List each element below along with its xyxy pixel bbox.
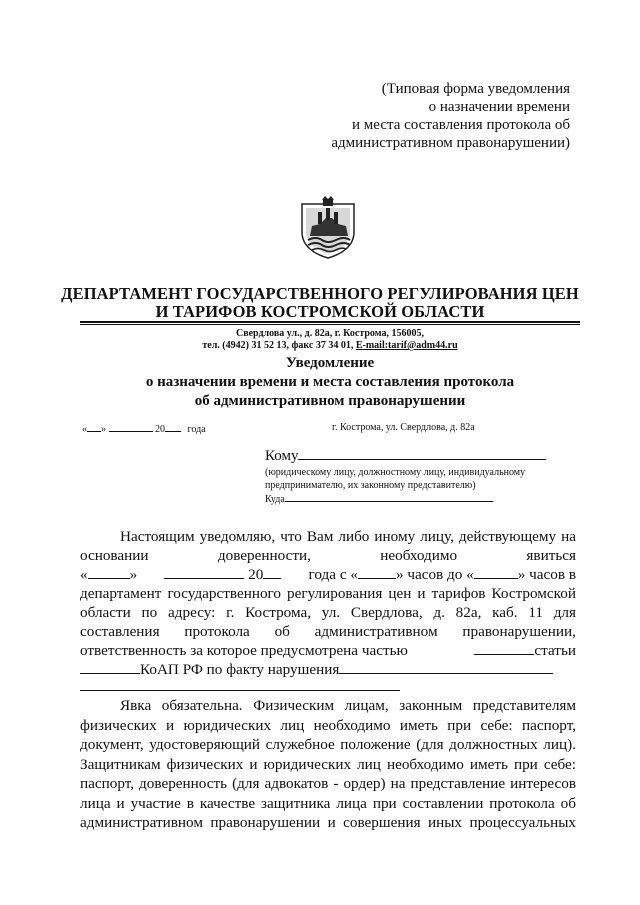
notice-title: Уведомление о назначении времени и места составления протокола об административном правонарушении bbox=[145, 355, 515, 409]
year-blank[interactable] bbox=[263, 565, 281, 579]
day-blank[interactable] bbox=[88, 565, 130, 579]
recipient-hint: (юридическому лицу, должностному лицу, индивидуальному предпринимателю, их законному представителю) bbox=[265, 467, 526, 491]
month-blank[interactable] bbox=[164, 565, 244, 579]
header-rule bbox=[80, 321, 580, 323]
recipient-address-field[interactable] bbox=[285, 492, 493, 502]
footer-note: Явка обязательна. Физическим лицам, законным представителям физических и юридических лиц необходимо иметь при себе: паспорт, документ, удостоверяющий служебное положение (для должностных лиц). Защитникам физических и юридических лиц необходимо иметь при себе: паспорт, доверенность (для адвокатов - ордер) на представление интересов лица и участие в качестве защитника лица при составлении протокола об административном правонарушении и совершения иных процессуальных bbox=[80, 697, 576, 831]
place-text: г. Кострома, ул. Свердлова, д. 82а bbox=[332, 422, 475, 433]
header-rule bbox=[80, 324, 580, 325]
form-note-line: (Типовая форма уведомления bbox=[381, 81, 570, 97]
department-phone: тел. (4942) 31 52 13, факс 37 34 01, bbox=[202, 340, 356, 351]
year-blank[interactable] bbox=[165, 422, 181, 432]
recipient-where: Куда bbox=[265, 492, 493, 505]
form-note bbox=[270, 80, 570, 152]
time-to-blank[interactable] bbox=[474, 565, 518, 579]
footnote-rule bbox=[80, 690, 400, 691]
form-note-line: и места составления протокола об bbox=[352, 117, 570, 133]
form-note-line: о назначении времени bbox=[428, 99, 570, 115]
department-title: ДЕПАРТАМЕНТ ГОСУДАРСТВЕННОГО РЕГУЛИРОВАНИЯ ЦЕН bbox=[61, 284, 579, 303]
article-number-field[interactable] bbox=[80, 660, 140, 674]
department-address: Свердлова ул., д. 82а, г. Кострома, 156005, тел. (4942) 31 52 13, факс 37 34 01, E-mail:tarif@adm44.ru bbox=[202, 328, 458, 351]
violation-field[interactable] bbox=[339, 660, 553, 674]
day-blank[interactable] bbox=[87, 422, 101, 432]
notice-body: Настоящим уведомляю, что Вам либо иному лицу, действующему на основании доверенности, необходимо явиться « » 20 года с « » часов до « » часов в департамент государственного регулирования цен и тарифов Костромской области по адресу: г. Кострома, ул. Свердлова, д. 82а, каб. 11 для составления протокола об административном правонарушении, ответственность за которое предусмотрена частью статьи КоАП РФ по факту нарушения bbox=[80, 528, 576, 678]
time-from-blank[interactable] bbox=[358, 565, 396, 579]
month-blank[interactable] bbox=[109, 422, 153, 432]
recipient-name-field[interactable] bbox=[298, 446, 546, 460]
coat-of-arms-icon bbox=[296, 196, 360, 260]
part-number-field[interactable] bbox=[474, 641, 534, 655]
form-note-line: административном правонарушении) bbox=[331, 135, 570, 151]
recipient-to: Кому bbox=[265, 446, 546, 465]
department-title: И ТАРИФОВ КОСТРОМСКОЙ ОБЛАСТИ bbox=[155, 302, 485, 321]
department-email: E-mail:tarif@adm44.ru bbox=[355, 340, 458, 351]
date-field: « » 20 года bbox=[82, 424, 206, 435]
